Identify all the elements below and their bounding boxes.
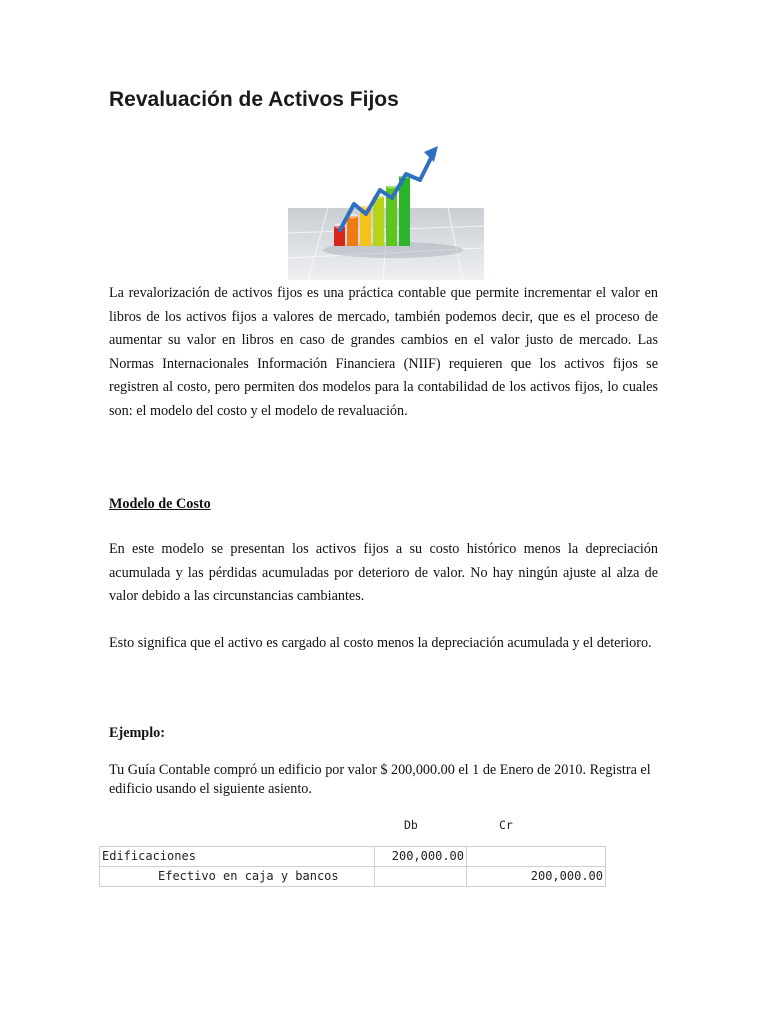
credit-column-header: Cr [499,818,513,832]
modelo-costo-paragraph: En este modelo se presentan los activos fijos a su costo histórico menos la depreciación acumulada y las pérdidas acumuladas por deterioro de valor. No hay ningún ajuste al alza de valor debido a las circunstancias cambiantes. [109,541,658,604]
illustration-bar [347,216,358,246]
page-title: Revaluación de Activos Fijos [109,88,399,111]
ejemplo-paragraph: Tu Guía Contable compró un edificio por valor $ 200,000.00 el 1 de Enero de 2010. Registra el edificio usando el siguiente asiento. [109,762,651,797]
intro-paragraph: La revalorización de activos fijos es una práctica contable que permite incrementar el valor en libros de los activos fijos a valores de mercado, también podemos decir, que es el proceso de aumentar su valor en libros en caso de grandes cambios en el valor justo de mercado. Las Normas Internacionales Información Financiera (NIIF) requieren que los activos fijos se registren al costo, pero permiten dos modelos para la contabilidad de los activos fijos, lo cuales son: el modelo del costo y el modelo de revaluación. [109,285,658,419]
ejemplo-heading: Ejemplo: [109,725,165,741]
modelo-costo-heading: Modelo de Costo [109,496,211,512]
account-cell: Efectivo en caja y bancos [100,867,375,887]
table-row [100,847,606,867]
journal-entry-table [99,846,606,887]
table-row [100,867,606,887]
illustration-bar [373,196,384,246]
debit-column-header: Db [404,818,418,832]
modelo-costo-note-paragraph: Esto significa que el activo es cargado al costo menos la depreciación acumulada y el deterioro. [109,635,652,651]
growth-bar-chart-icon [288,138,484,280]
illustration-bar-top [386,184,397,189]
debit-cell [375,867,467,887]
account-cell: Edificaciones [100,847,375,867]
credit-cell [467,847,606,867]
debit-cell: 200,000.00 [375,847,467,867]
credit-cell: 200,000.00 [467,867,606,887]
